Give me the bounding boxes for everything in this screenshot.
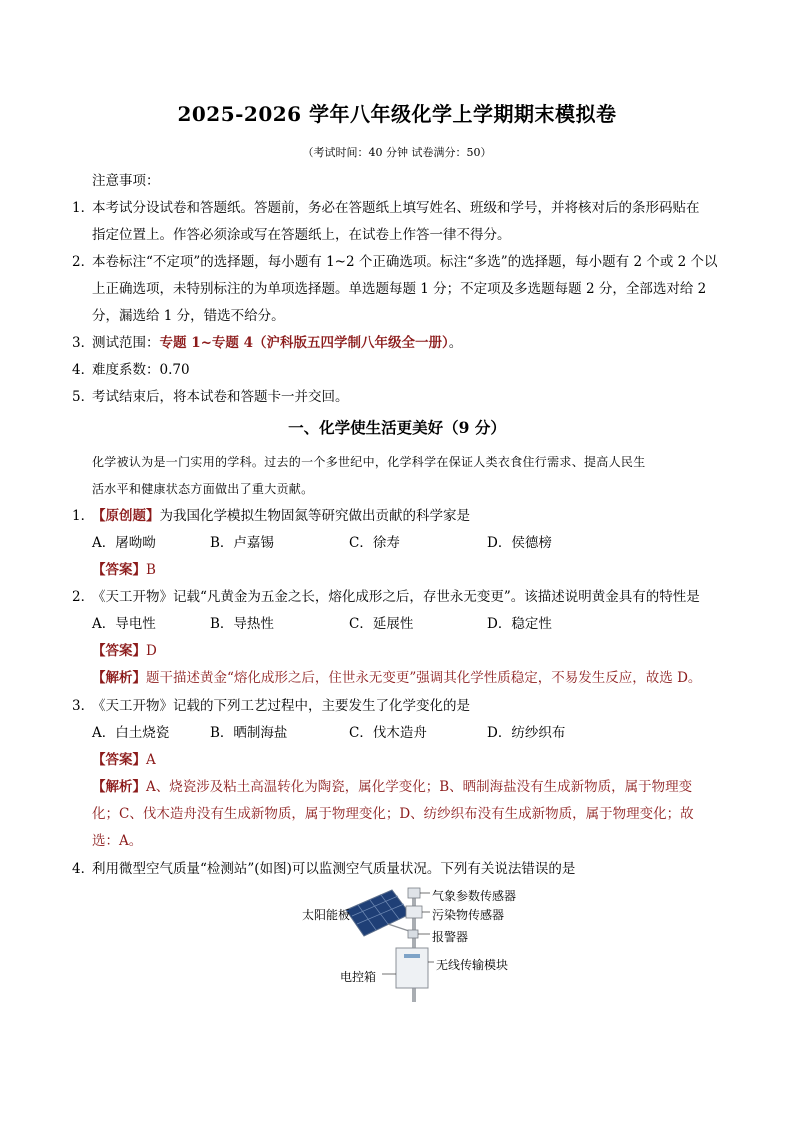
q3-analysis-text-1: A、烧瓷涉及粘土高温转化为陶瓷，属化学变化；B、晒制海盐没有生成新物质，属于物理变	[146, 779, 693, 795]
q1-option-b: B．卢嘉锡	[210, 535, 274, 551]
q3-analysis-line-3: 选：A。	[92, 833, 143, 849]
q2-option-b: B．导热性	[210, 616, 274, 632]
q1-number: 1．	[72, 508, 95, 524]
pollutant-sensor-shape	[406, 906, 422, 918]
notice-3-prefix: 测试范围：	[92, 335, 160, 351]
notice-1-line-2: 指定位置上。作答必须涂或写在答题纸上，在试卷上作答一律不得分。	[92, 227, 511, 243]
notice-1-line-1: 本考试分设试卷和答题纸。答题前，务必在答题纸上填写姓名、班级和学号，并将核对后的条形码贴在	[92, 200, 700, 216]
label-alarm: 报警器	[432, 930, 469, 944]
page-subtitle: （考试时间：40 分钟 试卷满分：50）	[302, 146, 492, 159]
q1-answer-value: B	[146, 562, 156, 578]
section-intro-line-1: 化学被认为是一门实用的学科。过去的一个多世纪中，化学科学在保证人类衣食住行需求、提高人民生	[92, 455, 646, 469]
notice-3-line	[92, 334, 462, 352]
q1-answer	[92, 561, 156, 579]
label-weather-sensor: 气象参数传感器	[432, 889, 517, 903]
q3-option-c: C．伐木造舟	[349, 725, 427, 741]
q3-answer-value: A	[146, 752, 156, 768]
q3-number: 3．	[72, 698, 95, 714]
q3-answer	[92, 751, 156, 769]
section-intro-line-2: 活水平和健康状态方面做出了重大贡献。	[92, 482, 314, 496]
test-scope-highlight: 专题 1~专题 4（沪科版五四学制八年级全一册）	[159, 335, 449, 351]
section-title: 一、化学使生活更美好（9 分）	[288, 418, 506, 437]
q2-stem: 《天工开物》记载“凡黄金为五金之长，熔化成形之后，存世永无变更”。该描述说明黄金具有的特性是	[92, 589, 700, 605]
q1-stem	[92, 507, 470, 525]
q3-option-a: A．白土烧瓷	[92, 725, 170, 741]
notice-2-line-3: 分，漏选给 1 分，错选不给分。	[92, 308, 285, 324]
difficulty-text: 难度系数：0.70	[92, 362, 190, 378]
q1-option-c: C．徐寿	[349, 535, 400, 551]
q2-option-a: A．导电性	[92, 616, 156, 632]
q3-answer-label: 【答案】	[92, 752, 146, 768]
notice-num-1: 1．	[72, 200, 95, 216]
notice-2-line-1: 本卷标注“不定项”的选择题，每小题有 1~2 个正确选项。标注“多选”的选择题，每小题有 2 个或 2 个以	[92, 254, 718, 270]
label-wireless-module: 无线传输模块	[436, 958, 509, 972]
notice-2-line-2: 上正确选项，未特别标注的为单项选择题。单选题每题 1 分；不定项及多选题每题 2 分，全部选对给 2	[92, 281, 707, 297]
q2-analysis-label: 【解析】	[92, 670, 146, 686]
q2-option-c: C．延展性	[349, 616, 414, 632]
notice-num-4: 4．	[72, 362, 95, 378]
q2-option-d: D．稳定性	[487, 616, 552, 632]
weather-sensor-shape	[408, 888, 420, 898]
q4-stem: 利用微型空气质量“检测站”(如图)可以监测空气质量状况。下列有关说法错误的是	[92, 861, 576, 877]
alarm-shape	[408, 930, 418, 938]
label-solar-panel: 太阳能板	[302, 908, 351, 922]
q3-analysis-line-2: 化；C、伐木造舟没有生成新物质，属于物理变化；D、纺纱织布没有生成新物质，属于物理变化；故	[92, 806, 694, 822]
q1-option-d: D．侯德榜	[487, 535, 552, 551]
q3-analysis-label: 【解析】	[92, 779, 146, 795]
notice-num-2: 2．	[72, 254, 95, 270]
q2-number: 2．	[72, 589, 95, 605]
solar-panel-shape	[346, 890, 410, 936]
q4-number: 4．	[72, 861, 95, 877]
q1-original-tag: 【原创题】	[92, 508, 160, 524]
q1-option-a: A．屠呦呦	[92, 535, 156, 551]
q1-answer-label: 【答案】	[92, 562, 146, 578]
q2-answer-label: 【答案】	[92, 643, 146, 659]
page-title: 2025-2026 学年八年级化学上学期期末模拟卷	[177, 102, 617, 126]
q1-stem-text: 为我国化学模拟生物固氮等研究做出贡献的科学家是	[159, 508, 470, 524]
notice-num-3: 3．	[72, 335, 95, 351]
notice-5-text: 考试结束后，将本试卷和答题卡一并交回。	[92, 389, 349, 405]
label-pollutant-sensor: 污染物传感器	[432, 908, 505, 922]
q3-option-d: D．纺纱织布	[487, 725, 566, 741]
q3-stem: 《天工开物》记载的下列工艺过程中，主要发生了化学变化的是	[92, 698, 470, 714]
q2-answer	[92, 642, 157, 660]
notice-3-suffix: 。	[448, 335, 463, 351]
q2-analysis	[92, 669, 701, 687]
notice-num-5: 5．	[72, 389, 95, 405]
q3-analysis-line-1	[92, 778, 692, 796]
q2-answer-value: D	[146, 643, 157, 659]
q2-analysis-text: 题干描述黄金“熔化成形之后，住世永无变更”强调其化学性质稳定，不易发生反应，故选 D。	[146, 670, 702, 686]
label-control-box: 电控箱	[340, 970, 377, 984]
notice-heading: 注意事项：	[92, 173, 160, 189]
q3-option-b: B．晒制海盐	[210, 725, 288, 741]
air-station-figure	[300, 884, 520, 1002]
